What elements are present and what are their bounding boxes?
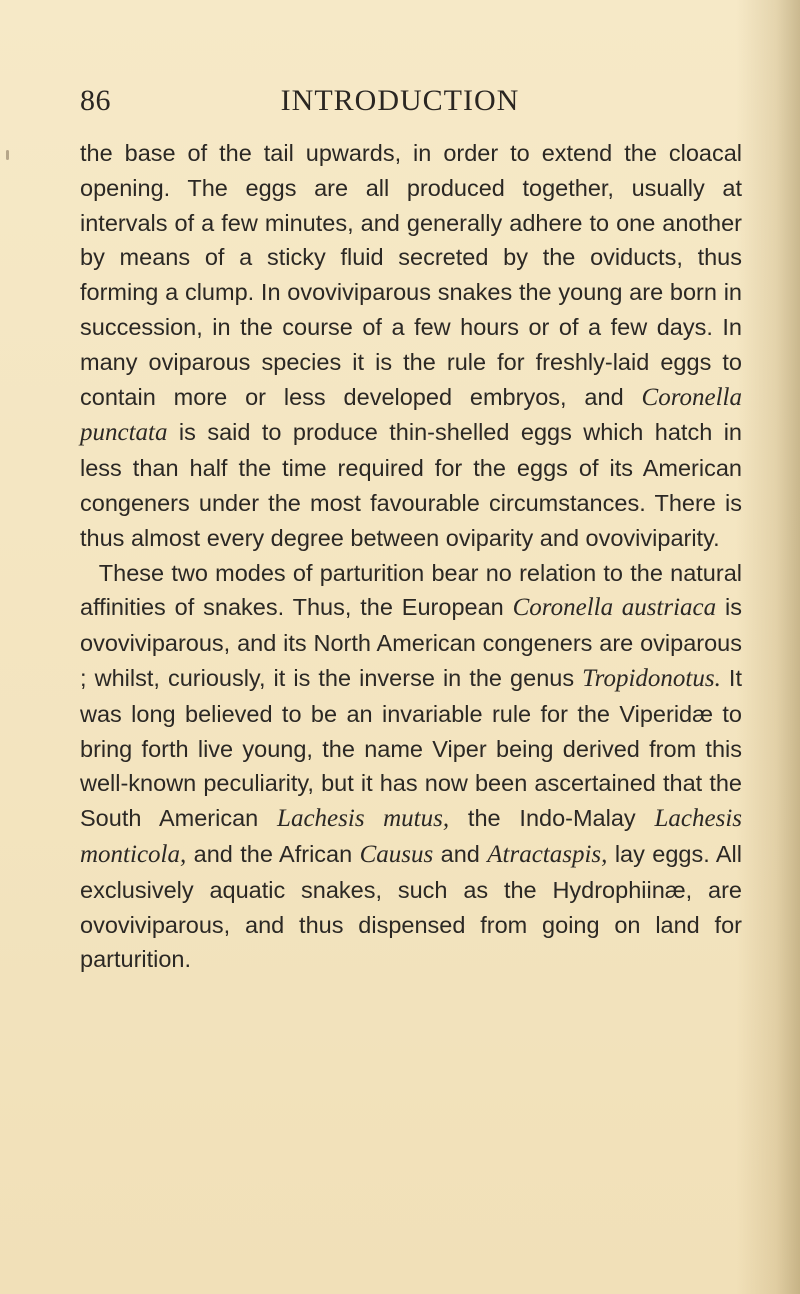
species-name: Coronella punctata: [80, 383, 742, 447]
paragraph-2-text-2: is ovoviviparous, and its North American congeners are oviparous ; whilst, curiously, it is the inverse in the genus: [80, 594, 742, 691]
species-name: Lachesis mutus,: [277, 805, 450, 833]
running-head: [0, 84, 800, 124]
paragraph-2-text-5: and the African: [186, 840, 360, 867]
paragraph-2-text-6: and: [433, 840, 488, 867]
genus-name: Atractaspis,: [487, 840, 608, 868]
paragraph-2-text-7: lay eggs. All exclusively aquatic snakes, such as the Hydrophiinæ, are ovoviviparous, and thus dispensed from going on land for parturition.: [80, 840, 742, 973]
paragraph-1: [80, 136, 742, 556]
paragraph-2-text-3: It was long believed to be an invariable rule for the Viperidæ to bring forth live young, the name Viper being derived from this well-known peculiarity, but it has now been ascertained that the South American: [80, 664, 742, 832]
paragraph-1-text-1: the base of the tail upwards, in order to extend the cloacal opening. The eggs are all produced together, usually at intervals of a few minutes, and generally adhere to one another by means of a sticky fluid secreted by the oviducts, thus forming a clump. In ovoviviparous snakes the young are born in succession, in the course of a few hours or of a few days. In many oviparous species it is the rule for freshly-laid eggs to contain more or less developed embryos, and: [80, 140, 742, 410]
paragraph-2-text-1: These two modes of parturition bear no relation to the natural affinities of snakes. Thus, the European: [80, 559, 742, 621]
page-speck: [6, 150, 9, 160]
species-name: Coronella austriaca: [512, 594, 717, 622]
species-name: Lachesis monticola,: [80, 805, 742, 868]
page-title: INTRODUCTION: [280, 84, 520, 117]
paragraph-1-text-2: is said to produce thin-shelled eggs which hatch in less than half the time required for the eggs of its American congeners under the most favourable circumstances. There is thus almost every degree between oviparity and ovoviviparity.: [80, 419, 742, 551]
paragraph-2-text-4: the Indo-Malay: [449, 805, 655, 832]
genus-name: Causus: [359, 840, 434, 868]
paragraph-2: [80, 556, 742, 978]
page-number: 86: [80, 84, 111, 117]
genus-name: Tropidonotus.: [582, 664, 721, 692]
body-text: [80, 136, 742, 977]
